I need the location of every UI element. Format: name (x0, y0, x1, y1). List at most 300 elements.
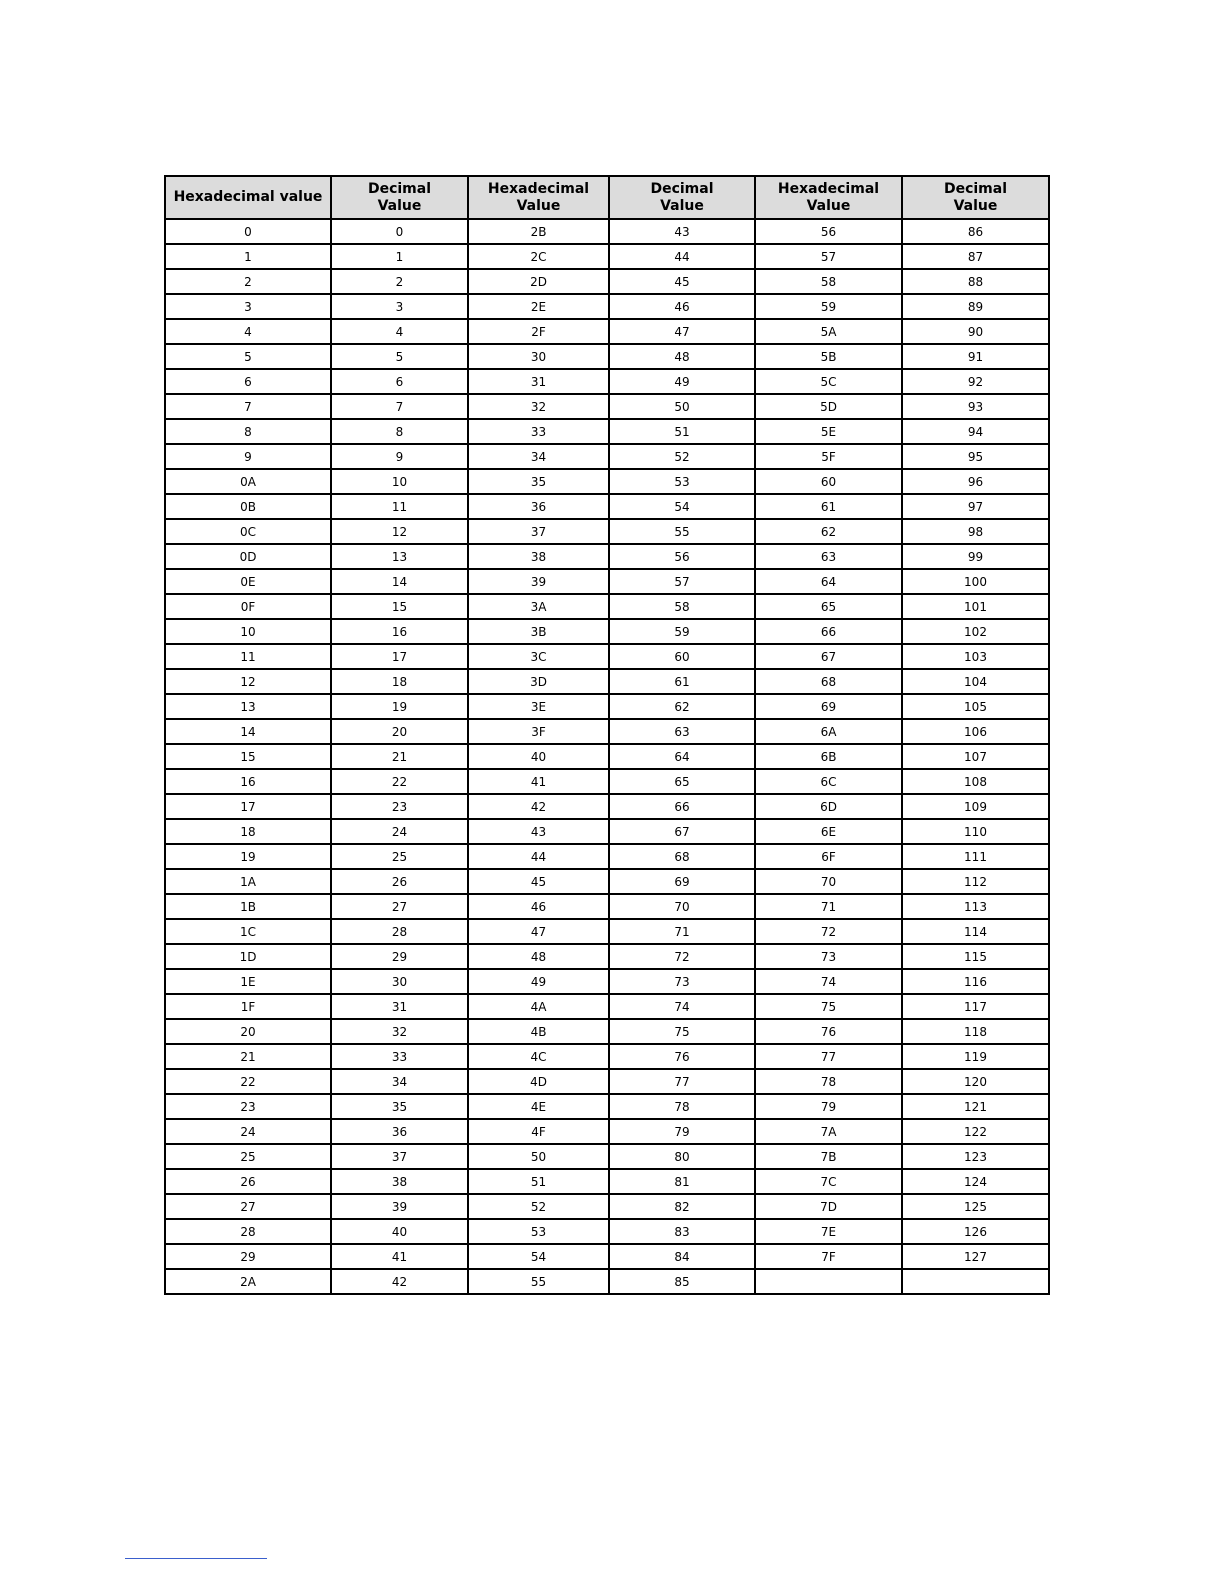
table-row (165, 319, 1049, 344)
hex-cell: 75 (755, 994, 902, 1019)
decimal-cell (902, 1269, 1049, 1294)
decimal-cell: 81 (609, 1169, 755, 1194)
hex-cell: 20 (165, 1019, 331, 1044)
decimal-cell: 115 (902, 944, 1049, 969)
table-row (165, 569, 1049, 594)
hex-cell: 59 (755, 294, 902, 319)
hex-cell: 29 (165, 1244, 331, 1269)
decimal-cell: 5 (331, 344, 468, 369)
decimal-cell: 120 (902, 1069, 1049, 1094)
hex-cell: 0B (165, 494, 331, 519)
decimal-cell: 108 (902, 769, 1049, 794)
table-row (165, 594, 1049, 619)
decimal-cell: 23 (331, 794, 468, 819)
table-row (165, 769, 1049, 794)
hex-cell: 5C (755, 369, 902, 394)
header-decimal-3 (902, 176, 1049, 219)
hex-decimal-conversion-table (164, 175, 1050, 1295)
decimal-cell: 19 (331, 694, 468, 719)
decimal-cell: 31 (331, 994, 468, 1019)
decimal-cell: 73 (609, 969, 755, 994)
hex-cell: 1E (165, 969, 331, 994)
hex-cell: 7A (755, 1119, 902, 1144)
hex-cell: 46 (468, 894, 609, 919)
decimal-cell: 61 (609, 669, 755, 694)
decimal-cell: 14 (331, 569, 468, 594)
hex-cell: 69 (755, 694, 902, 719)
hex-cell: 16 (165, 769, 331, 794)
hex-cell: 8 (165, 419, 331, 444)
decimal-cell: 36 (331, 1119, 468, 1144)
hex-cell: 67 (755, 644, 902, 669)
hex-cell: 15 (165, 744, 331, 769)
table-row (165, 644, 1049, 669)
hex-cell: 44 (468, 844, 609, 869)
table-row (165, 1119, 1049, 1144)
hex-cell: 7 (165, 394, 331, 419)
decimal-cell: 44 (609, 244, 755, 269)
header-label: Decimal Value (943, 180, 1008, 214)
decimal-cell: 97 (902, 494, 1049, 519)
hex-cell: 6F (755, 844, 902, 869)
hex-cell: 71 (755, 894, 902, 919)
hex-cell: 6D (755, 794, 902, 819)
decimal-cell: 121 (902, 1094, 1049, 1119)
hex-cell: 3A (468, 594, 609, 619)
hex-cell: 5F (755, 444, 902, 469)
hex-cell: 41 (468, 769, 609, 794)
hex-cell: 58 (755, 269, 902, 294)
decimal-cell: 57 (609, 569, 755, 594)
decimal-cell: 65 (609, 769, 755, 794)
decimal-cell: 1 (331, 244, 468, 269)
hex-cell: 56 (755, 219, 902, 244)
decimal-cell: 2 (331, 269, 468, 294)
hex-cell: 60 (755, 469, 902, 494)
decimal-cell: 71 (609, 919, 755, 944)
table-row (165, 1019, 1049, 1044)
hex-cell: 30 (468, 344, 609, 369)
hex-cell: 5B (755, 344, 902, 369)
decimal-cell: 35 (331, 1094, 468, 1119)
hex-cell: 21 (165, 1044, 331, 1069)
hex-cell: 33 (468, 419, 609, 444)
hex-cell: 62 (755, 519, 902, 544)
decimal-cell: 105 (902, 694, 1049, 719)
hex-cell: 10 (165, 619, 331, 644)
decimal-cell: 46 (609, 294, 755, 319)
decimal-cell: 22 (331, 769, 468, 794)
table-row (165, 494, 1049, 519)
decimal-cell: 92 (902, 369, 1049, 394)
decimal-cell: 20 (331, 719, 468, 744)
decimal-cell: 103 (902, 644, 1049, 669)
hex-cell: 45 (468, 869, 609, 894)
table-row (165, 794, 1049, 819)
footnote-divider (125, 1558, 267, 1559)
hex-cell: 0D (165, 544, 331, 569)
decimal-cell: 102 (902, 619, 1049, 644)
decimal-cell: 126 (902, 1219, 1049, 1244)
hex-cell: 64 (755, 569, 902, 594)
hex-cell: 3E (468, 694, 609, 719)
hex-cell: 65 (755, 594, 902, 619)
hex-cell: 5 (165, 344, 331, 369)
hex-cell: 36 (468, 494, 609, 519)
decimal-cell: 62 (609, 694, 755, 719)
hex-cell: 74 (755, 969, 902, 994)
decimal-cell: 101 (902, 594, 1049, 619)
hex-cell: 42 (468, 794, 609, 819)
header-hexadecimal-3 (755, 176, 902, 219)
hex-cell: 57 (755, 244, 902, 269)
decimal-cell: 26 (331, 869, 468, 894)
decimal-cell: 67 (609, 819, 755, 844)
table-row (165, 869, 1049, 894)
decimal-cell: 96 (902, 469, 1049, 494)
decimal-cell: 60 (609, 644, 755, 669)
hex-cell: 3B (468, 619, 609, 644)
decimal-cell: 25 (331, 844, 468, 869)
decimal-cell: 113 (902, 894, 1049, 919)
decimal-cell: 15 (331, 594, 468, 619)
header-label: Hexadecimal Value (487, 180, 590, 214)
table-row (165, 1219, 1049, 1244)
decimal-cell: 55 (609, 519, 755, 544)
decimal-cell: 94 (902, 419, 1049, 444)
table-row (165, 819, 1049, 844)
table-row (165, 294, 1049, 319)
header-label: Decimal Value (367, 180, 432, 214)
decimal-cell: 85 (609, 1269, 755, 1294)
decimal-cell: 21 (331, 744, 468, 769)
decimal-cell: 13 (331, 544, 468, 569)
decimal-cell: 78 (609, 1094, 755, 1119)
decimal-cell: 10 (331, 469, 468, 494)
decimal-cell: 34 (331, 1069, 468, 1094)
hex-cell: 1D (165, 944, 331, 969)
decimal-cell: 63 (609, 719, 755, 744)
hex-cell: 6A (755, 719, 902, 744)
decimal-cell: 54 (609, 494, 755, 519)
decimal-cell: 48 (609, 344, 755, 369)
hex-cell: 0E (165, 569, 331, 594)
table-row (165, 1044, 1049, 1069)
table-row (165, 994, 1049, 1019)
hex-cell: 61 (755, 494, 902, 519)
hex-cell: 55 (468, 1269, 609, 1294)
hex-cell: 6C (755, 769, 902, 794)
table-row (165, 744, 1049, 769)
decimal-cell: 0 (331, 219, 468, 244)
hex-cell: 25 (165, 1144, 331, 1169)
hex-cell: 0F (165, 594, 331, 619)
table-row (165, 419, 1049, 444)
table-row (165, 269, 1049, 294)
hex-cell: 4D (468, 1069, 609, 1094)
decimal-cell: 124 (902, 1169, 1049, 1194)
hex-cell: 0 (165, 219, 331, 244)
hex-cell: 50 (468, 1144, 609, 1169)
decimal-cell: 58 (609, 594, 755, 619)
decimal-cell: 98 (902, 519, 1049, 544)
decimal-cell: 41 (331, 1244, 468, 1269)
hex-cell: 0A (165, 469, 331, 494)
table-row (165, 844, 1049, 869)
decimal-cell: 28 (331, 919, 468, 944)
decimal-cell: 116 (902, 969, 1049, 994)
table-row (165, 1144, 1049, 1169)
hex-cell: 48 (468, 944, 609, 969)
hex-cell: 3D (468, 669, 609, 694)
decimal-cell: 123 (902, 1144, 1049, 1169)
decimal-cell: 119 (902, 1044, 1049, 1069)
table-row (165, 919, 1049, 944)
hex-cell: 1 (165, 244, 331, 269)
hex-cell: 3C (468, 644, 609, 669)
hex-cell: 7B (755, 1144, 902, 1169)
header-label: Hexadecimal Value (777, 180, 880, 214)
hex-cell: 11 (165, 644, 331, 669)
hex-cell: 19 (165, 844, 331, 869)
hex-cell: 24 (165, 1119, 331, 1144)
hex-cell (755, 1269, 902, 1294)
hex-cell: 37 (468, 519, 609, 544)
hex-cell: 51 (468, 1169, 609, 1194)
hex-cell: 5A (755, 319, 902, 344)
table-row (165, 369, 1049, 394)
decimal-cell: 51 (609, 419, 755, 444)
hex-cell: 7D (755, 1194, 902, 1219)
hex-cell: 52 (468, 1194, 609, 1219)
hex-cell: 39 (468, 569, 609, 594)
decimal-cell: 56 (609, 544, 755, 569)
hex-cell: 2F (468, 319, 609, 344)
decimal-cell: 99 (902, 544, 1049, 569)
decimal-cell: 42 (331, 1269, 468, 1294)
decimal-cell: 122 (902, 1119, 1049, 1144)
decimal-cell: 88 (902, 269, 1049, 294)
hex-cell: 7E (755, 1219, 902, 1244)
decimal-cell: 69 (609, 869, 755, 894)
hex-cell: 66 (755, 619, 902, 644)
decimal-cell: 8 (331, 419, 468, 444)
table-body (165, 219, 1049, 1294)
hex-cell: 63 (755, 544, 902, 569)
hex-cell: 76 (755, 1019, 902, 1044)
table-header (165, 176, 1049, 219)
table-row (165, 894, 1049, 919)
header-label: Hexadecimal value (173, 189, 323, 205)
decimal-cell: 83 (609, 1219, 755, 1244)
decimal-cell: 84 (609, 1244, 755, 1269)
hex-cell: 70 (755, 869, 902, 894)
decimal-cell: 114 (902, 919, 1049, 944)
decimal-cell: 79 (609, 1119, 755, 1144)
hex-cell: 34 (468, 444, 609, 469)
hex-cell: 7F (755, 1244, 902, 1269)
decimal-cell: 86 (902, 219, 1049, 244)
hex-cell: 6B (755, 744, 902, 769)
hex-cell: 1F (165, 994, 331, 1019)
decimal-cell: 95 (902, 444, 1049, 469)
hex-cell: 38 (468, 544, 609, 569)
decimal-cell: 16 (331, 619, 468, 644)
hex-cell: 6 (165, 369, 331, 394)
hex-cell: 0C (165, 519, 331, 544)
hex-cell: 1A (165, 869, 331, 894)
table-row (165, 669, 1049, 694)
decimal-cell: 68 (609, 844, 755, 869)
table-row (165, 244, 1049, 269)
decimal-cell: 107 (902, 744, 1049, 769)
table-row (165, 1244, 1049, 1269)
decimal-cell: 127 (902, 1244, 1049, 1269)
table-row (165, 619, 1049, 644)
decimal-cell: 3 (331, 294, 468, 319)
decimal-cell: 17 (331, 644, 468, 669)
decimal-cell: 93 (902, 394, 1049, 419)
decimal-cell: 74 (609, 994, 755, 1019)
decimal-cell: 91 (902, 344, 1049, 369)
decimal-cell: 82 (609, 1194, 755, 1219)
hex-cell: 13 (165, 694, 331, 719)
decimal-cell: 89 (902, 294, 1049, 319)
hex-cell: 2E (468, 294, 609, 319)
decimal-cell: 100 (902, 569, 1049, 594)
table-row (165, 719, 1049, 744)
hex-cell: 4A (468, 994, 609, 1019)
decimal-cell: 87 (902, 244, 1049, 269)
decimal-cell: 24 (331, 819, 468, 844)
table-row (165, 444, 1049, 469)
decimal-cell: 104 (902, 669, 1049, 694)
decimal-cell: 30 (331, 969, 468, 994)
hex-cell: 31 (468, 369, 609, 394)
hex-cell: 68 (755, 669, 902, 694)
hex-cell: 35 (468, 469, 609, 494)
table-row (165, 219, 1049, 244)
decimal-cell: 33 (331, 1044, 468, 1069)
decimal-cell: 6 (331, 369, 468, 394)
decimal-cell: 12 (331, 519, 468, 544)
decimal-cell: 45 (609, 269, 755, 294)
hex-cell: 28 (165, 1219, 331, 1244)
hex-cell: 2C (468, 244, 609, 269)
hex-cell: 72 (755, 919, 902, 944)
hex-cell: 14 (165, 719, 331, 744)
header-hexadecimal-1 (165, 176, 331, 219)
decimal-cell: 27 (331, 894, 468, 919)
decimal-cell: 29 (331, 944, 468, 969)
decimal-cell: 52 (609, 444, 755, 469)
decimal-cell: 53 (609, 469, 755, 494)
hex-cell: 2A (165, 1269, 331, 1294)
decimal-cell: 40 (331, 1219, 468, 1244)
hex-cell: 32 (468, 394, 609, 419)
hex-cell: 5D (755, 394, 902, 419)
table-row (165, 469, 1049, 494)
table-row (165, 519, 1049, 544)
hex-cell: 22 (165, 1069, 331, 1094)
hex-cell: 3 (165, 294, 331, 319)
decimal-cell: 76 (609, 1044, 755, 1069)
decimal-cell: 125 (902, 1194, 1049, 1219)
decimal-cell: 77 (609, 1069, 755, 1094)
header-row (165, 176, 1049, 219)
decimal-cell: 80 (609, 1144, 755, 1169)
decimal-cell: 106 (902, 719, 1049, 744)
table-row (165, 944, 1049, 969)
hex-cell: 47 (468, 919, 609, 944)
decimal-cell: 49 (609, 369, 755, 394)
table-row (165, 969, 1049, 994)
decimal-cell: 39 (331, 1194, 468, 1219)
decimal-cell: 43 (609, 219, 755, 244)
hex-cell: 23 (165, 1094, 331, 1119)
hex-cell: 2D (468, 269, 609, 294)
header-decimal-1 (331, 176, 468, 219)
decimal-cell: 18 (331, 669, 468, 694)
hex-cell: 77 (755, 1044, 902, 1069)
table-row (165, 694, 1049, 719)
table-row (165, 1169, 1049, 1194)
hex-cell: 49 (468, 969, 609, 994)
decimal-cell: 64 (609, 744, 755, 769)
hex-cell: 18 (165, 819, 331, 844)
hex-cell: 4F (468, 1119, 609, 1144)
hex-cell: 2 (165, 269, 331, 294)
hex-cell: 78 (755, 1069, 902, 1094)
hex-cell: 5E (755, 419, 902, 444)
hex-cell: 1B (165, 894, 331, 919)
decimal-cell: 72 (609, 944, 755, 969)
decimal-cell: 112 (902, 869, 1049, 894)
table-row (165, 1269, 1049, 1294)
table-row (165, 1094, 1049, 1119)
decimal-cell: 111 (902, 844, 1049, 869)
hex-cell: 4C (468, 1044, 609, 1069)
hex-cell: 79 (755, 1094, 902, 1119)
hex-cell: 27 (165, 1194, 331, 1219)
hex-cell: 1C (165, 919, 331, 944)
hex-cell: 43 (468, 819, 609, 844)
table-row (165, 1069, 1049, 1094)
decimal-cell: 32 (331, 1019, 468, 1044)
table-row (165, 344, 1049, 369)
decimal-cell: 70 (609, 894, 755, 919)
decimal-cell: 4 (331, 319, 468, 344)
decimal-cell: 9 (331, 444, 468, 469)
header-decimal-2 (609, 176, 755, 219)
hex-cell: 3F (468, 719, 609, 744)
hex-cell: 4B (468, 1019, 609, 1044)
header-label: Decimal Value (650, 180, 714, 214)
decimal-cell: 50 (609, 394, 755, 419)
hex-cell: 4 (165, 319, 331, 344)
hex-cell: 7C (755, 1169, 902, 1194)
hex-cell: 9 (165, 444, 331, 469)
hex-cell: 73 (755, 944, 902, 969)
hex-cell: 53 (468, 1219, 609, 1244)
decimal-cell: 118 (902, 1019, 1049, 1044)
hex-cell: 54 (468, 1244, 609, 1269)
hex-cell: 26 (165, 1169, 331, 1194)
decimal-cell: 37 (331, 1144, 468, 1169)
hex-cell: 12 (165, 669, 331, 694)
decimal-cell: 110 (902, 819, 1049, 844)
decimal-cell: 117 (902, 994, 1049, 1019)
